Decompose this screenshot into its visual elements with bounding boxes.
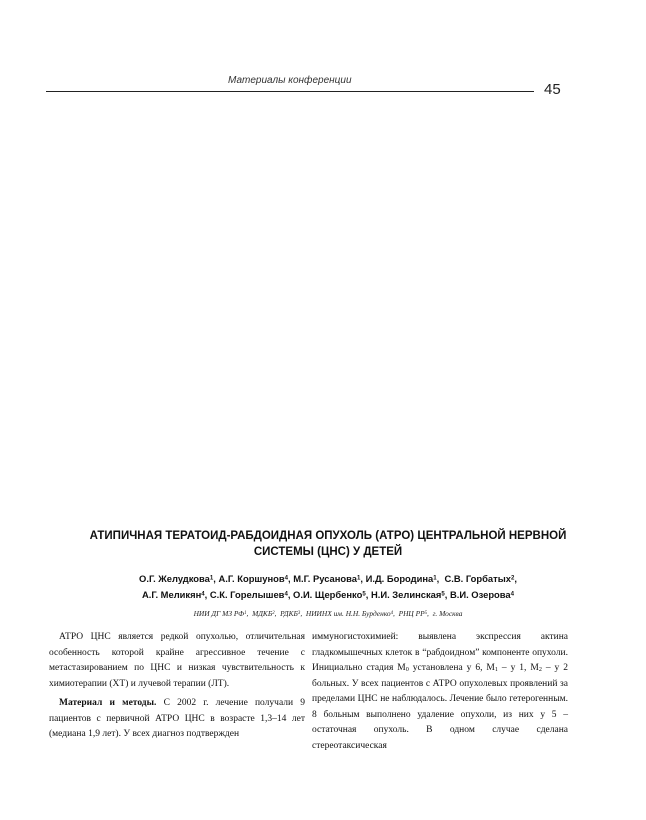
header-rule (46, 91, 534, 92)
methods-heading: Материал и методы. (59, 698, 157, 708)
author-line-1: О.Г. Желудкова$^1$, А.Г. Коршунов$^4$, М.Г. Русанова$^1$, И.Д. Бородина$^1$, С.В. Горбатых$^2$, (139, 573, 517, 584)
author-affiliation-mark: 1 (209, 574, 214, 582)
results-text-2: установлена у 6, M (408, 663, 495, 673)
city: г. Москва (432, 609, 463, 618)
author-line-2: А.Г. Меликян$^4$, С.К. Горелышев$^4$, О.И. Щербенко$^5$, Н.И. Зелинская$^5$, В.И. Озерова$^4$ (141, 589, 515, 600)
author-name: И.Д. Бородина (365, 573, 434, 584)
article-title (50, 528, 606, 560)
left-column (49, 630, 305, 743)
author-affiliation-mark: 5 (362, 590, 366, 598)
affiliation-mark: 3 (297, 610, 301, 616)
stage-subscript: 1 (494, 667, 498, 674)
affiliation-name: НИИ ДГ МЗ РФ (193, 609, 245, 618)
affiliation-name: МДКБ (252, 609, 273, 618)
methods-paragraph (49, 696, 305, 743)
author-name: О.Г. Желудкова (139, 573, 210, 584)
affiliation-name: НИИНХ им. Н.Н. Бурденко (305, 609, 391, 618)
affiliation-mark: 5 (424, 610, 428, 616)
intro-paragraph: АТРО ЦНС является редкой опухолью, отличительная особенность которой крайне агрессивное течение с метастазированием по ЦНС и низкая чувствительность к химиотерапии (ХТ) и лучевой терапии (ЛТ). (49, 632, 305, 689)
right-column (312, 630, 568, 754)
author-name: А.Г. Коршунов (218, 573, 285, 584)
results-text-4: – у 2 больных. У всех пациентов с АТРО опухолевых проявлений за пределами ЦНС не наблюдалось. Лечение было гетерогенным. 8 больным выполнено удаление опухоли, из них у 5 – остаточная опухоль. В одном случае сделана стереотаксическая (312, 663, 568, 751)
running-title: Материалы конференции (228, 75, 352, 86)
stage-subscript: 0 (405, 667, 409, 674)
author-name: Н.И. Зелинская (370, 589, 442, 600)
stage-subscript: 2 (538, 667, 542, 674)
author-affiliation-mark: 4 (284, 590, 288, 598)
affiliation-mark: 2 (272, 610, 275, 616)
affiliation-list: НИИ ДГ МЗ $РФ^1$, МДКБ$^2$, РДКБ$^3$, НИИНХ им. Н.Н. Бурденко$^4$, РНЦ $РР^5$, г. Москва (193, 609, 463, 618)
author-name: О.И. Щербенко (293, 589, 363, 600)
affiliation-mark: 1 (244, 610, 247, 616)
page-number: 45 (544, 81, 561, 98)
affiliation-name: РДКБ (280, 609, 298, 618)
author-affiliation-mark: 4 (510, 590, 515, 598)
author-list (50, 571, 606, 603)
author-affiliation-mark: 4 (284, 574, 288, 582)
article-title-line-2: СИСТЕМЫ (ЦНС) У ДЕТЕЙ (253, 546, 403, 558)
affiliation-mark: 4 (390, 610, 394, 616)
article-title-line-1: АТИПИЧНАЯ ТЕРАТОИД-РАБДОИДНАЯ ОПУХОЛЬ (АТРО) ЦЕНТРАЛЬНОЙ НЕРВНОЙ (89, 530, 567, 542)
author-affiliation-mark: 2 (510, 574, 515, 582)
author-name: В.И. Озерова (449, 589, 511, 600)
author-name: М.Г. Русанова (293, 573, 358, 584)
author-affiliation-mark: 5 (441, 590, 445, 598)
author-name: С.К. Горелышев (209, 589, 285, 600)
author-affiliation-mark: 4 (201, 590, 205, 598)
author-affiliation-mark: 1 (357, 574, 361, 582)
author-name: А.Г. Меликян (141, 589, 202, 600)
results-text-3: – у 1, M (497, 663, 539, 673)
author-affiliation-mark: 1 (433, 574, 437, 582)
results-paragraph (312, 630, 568, 754)
author-name: С.В. Горбатых (444, 573, 511, 584)
affiliation-name: РНЦ РР (398, 609, 425, 618)
results-text-1: иммуногистохимией: выявлена экспрессия актина гладкомышечных клеток в “рабдоидном” компоненте опухоли. Инициально стадия M (312, 632, 568, 673)
methods-text: С 2002 г. лечение получали 9 пациентов с первичной АТРО ЦНС в возрасте 1,3–14 лет (медиана 1,9 лет). У всех диагноз подтвержден (49, 698, 305, 739)
